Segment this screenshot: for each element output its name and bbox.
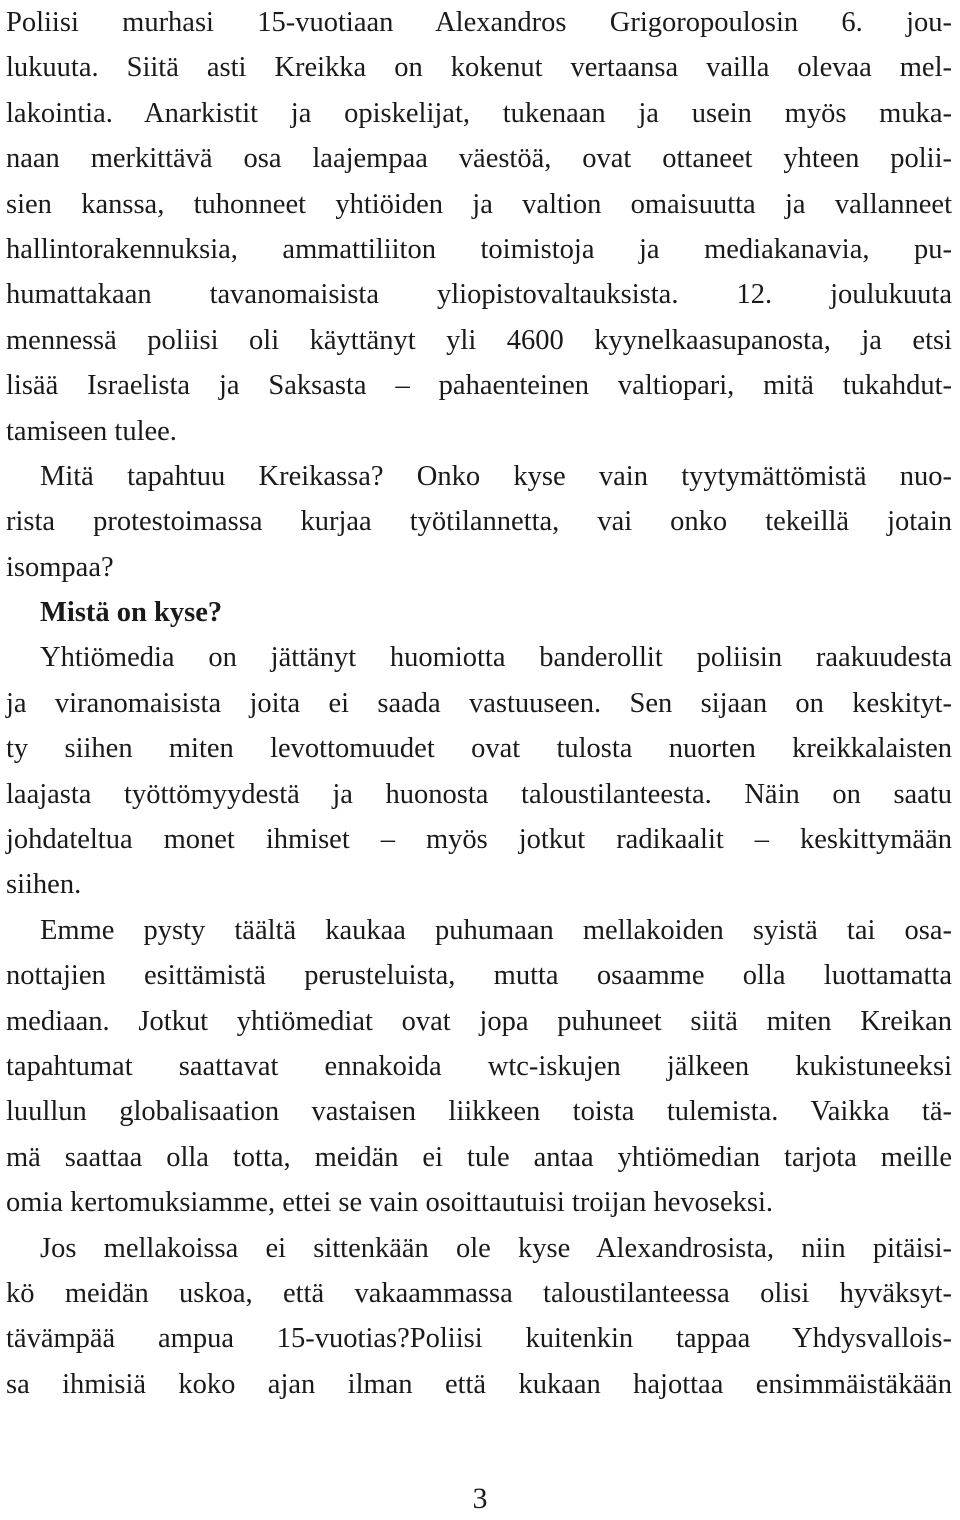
text-line: siihen. — [6, 869, 82, 901]
text-line: omia kertomuksiamme, ettei se vain osoittautuisi troijan hevoseksi. — [6, 1187, 773, 1219]
text-line: kö meidän uskoa, että vakaammassa taloustilanteessa olisi hyväksyt- — [6, 1277, 952, 1309]
section-heading: Mistä on kyse? — [40, 597, 223, 629]
text-line: Mitä tapahtuu Kreikassa? Onko kyse vain tyytymättömistä nuo- — [40, 460, 952, 492]
text-line: tävämpää ampua 15-vuotias?Poliisi kuitenkin tappaa Yhdysvallois- — [6, 1323, 952, 1355]
text-line: nottajien esittämistä perusteluista, mutta osaamme olla luottamatta — [6, 960, 952, 992]
text-line: isompaa? — [6, 551, 114, 583]
text-line: humattakaan tavanomaisista yliopistovaltauksista. 12. joulukuuta — [6, 279, 952, 311]
text-line: mennessä poliisi oli käyttänyt yli 4600 kyynelkaasupanosta, ja etsi — [6, 324, 952, 356]
text-line: rista protestoimassa kurjaa työtilannetta, vai onko tekeillä jotain — [6, 506, 952, 538]
text-line: sa ihmisiä koko ajan ilman että kukaan hajottaa ensimmäistäkään — [6, 1368, 952, 1400]
text-line: Jos mellakoissa ei sittenkään ole kyse Alexandrosista, niin pitäisi- — [40, 1232, 952, 1264]
text-line: Emme pysty täältä kaukaa puhumaan mellakoiden syistä tai osa- — [40, 914, 952, 946]
paragraph-corporate-media — [6, 635, 952, 907]
text-line: lakointia. Anarkistit ja opiskelijat, tukenaan ja usein myös muka- — [6, 97, 952, 129]
text-line: Poliisi murhasi 15-vuotiaan Alexandros Grigoropoulosin 6. jou- — [6, 7, 952, 38]
text-line: sien kanssa, tuhonneet yhtiöiden ja valtion omaisuutta ja vallanneet — [6, 188, 952, 220]
text-line: luullun globalisaation vastaisen liikkeen toista tulemista. Vaikka tä- — [6, 1096, 952, 1128]
text-line: tamiseen tulee. — [6, 415, 177, 447]
paragraph-intro — [6, 0, 952, 454]
text-line: naan merkittävä osa laajempaa väestöä, ovat ottaneet yhteen polii- — [6, 143, 952, 175]
text-line: Yhtiömedia on jättänyt huomiotta banderollit poliisin raakuudesta — [40, 642, 952, 674]
text-line: lukuuta. Siitä asti Kreikka on kokenut vertaansa vailla olevaa mel- — [6, 52, 952, 84]
text-line: mä saattaa olla totta, meidän ei tule antaa yhtiömedian tarjota meille — [6, 1141, 952, 1173]
text-line: ja viranomaisista joita ei saada vastuuseen. Sen sijaan on keskityt- — [6, 687, 952, 719]
paragraph-alexandros — [6, 1226, 952, 1408]
paragraph-distance — [6, 908, 952, 1226]
document-page — [6, 0, 952, 1520]
text-line: ty siihen miten levottomuudet ovat tulosta nuorten kreikkalaisten — [6, 733, 952, 765]
text-line: lisää Israelista ja Saksasta – pahaenteinen valtiopari, mitä tukahdut- — [6, 370, 952, 402]
paragraph-question — [6, 454, 952, 590]
page-number: 3 — [472, 1482, 488, 1515]
text-line: hallintorakennuksia, ammattiliiton toimistoja ja mediakanavia, pu- — [6, 233, 952, 265]
text-line: laajasta työttömyydestä ja huonosta taloustilanteesta. Näin on saatu — [6, 778, 952, 810]
text-line: tapahtumat saattavat ennakoida wtc-iskujen jälkeen kukistuneeksi — [6, 1050, 952, 1082]
text-line: johdateltua monet ihmiset – myös jotkut radikaalit – keskittymään — [6, 824, 952, 856]
text-line: mediaan. Jotkut yhtiömediat ovat jopa puhuneet siitä miten Kreikan — [6, 1005, 952, 1037]
